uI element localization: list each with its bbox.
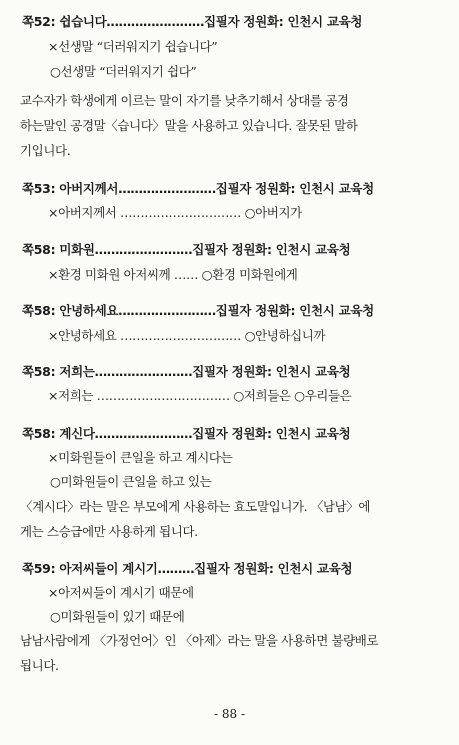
correct-example: ○미화원들이 있기 때문에 xyxy=(50,609,185,624)
explanation-line: 〈계시다〉라는 말은 부모에게 사용하는 효도말입니가. 〈남남〉에 xyxy=(20,499,371,514)
example-line: ×저희는 …………………………… ○저희들은 ○우리들은 xyxy=(48,388,352,403)
explanation-line: 하는말인 공경말〈습니다〉말을 사용하고 있습니다. 잘못된 말하 xyxy=(20,118,358,133)
example-line: ×아버지께서 ………………………… ○아버지가 xyxy=(48,205,302,220)
entry-heading: 쪽58: 계신다……………………집필자 정원화: 인천시 교육청 xyxy=(22,426,351,441)
page-number: - 88 - xyxy=(213,707,245,721)
explanation-line: 교수자가 학생에게 이르는 말이 자기를 낮추기해서 상대를 공경 xyxy=(20,93,349,108)
wrong-example: ×미화원들이 큰일을 하고 계시다는 xyxy=(48,450,233,465)
wrong-example: ×선생말 “더러워지기 쉽습니다” xyxy=(48,39,218,54)
example-line: ×안녕하세요 ………………………… ○안녕하십니까 xyxy=(48,328,326,343)
explanation-line: 남남사람에게 〈가정언어〉인 〈아제〉라는 말을 사용하면 불량배로 xyxy=(20,633,379,648)
explanation-line: 게는 스승급에만 사용하게 됩니다. xyxy=(20,524,198,539)
example-line: ×환경 미화원 아저씨께 …… ○환경 미화원에게 xyxy=(48,267,298,282)
wrong-example: ×아저씨들이 계시기 때문에 xyxy=(48,585,194,600)
entry-heading: 쪽58: 저희는……………………집필자 정원화: 인천시 교육청 xyxy=(22,364,351,379)
entry-heading: 쪽53: 아버지께서……………………집필자 정원화: 인천시 교육청 xyxy=(22,181,374,196)
correct-example: ○미화원들이 큰일을 하고 있는 xyxy=(50,474,212,489)
entry-heading: 쪽52: 쉽습니다……………………집필자 정원화: 인천시 교육청 xyxy=(22,14,363,29)
entry-heading: 쪽58: 미화원……………………집필자 정원화: 인천시 교육청 xyxy=(22,242,351,257)
explanation-line: 됩니다. xyxy=(20,658,59,673)
entry-heading: 쪽58: 안녕하세요……………………집필자 정원화: 인천시 교육청 xyxy=(22,303,374,318)
correct-example: ○선생말 “더러워지기 쉽다” xyxy=(50,64,197,79)
explanation-line: 기입니다. xyxy=(20,143,71,158)
entry-heading: 쪽59: 아저씨들이 계시기………집필자 정원화: 인천시 교육청 xyxy=(22,561,353,576)
